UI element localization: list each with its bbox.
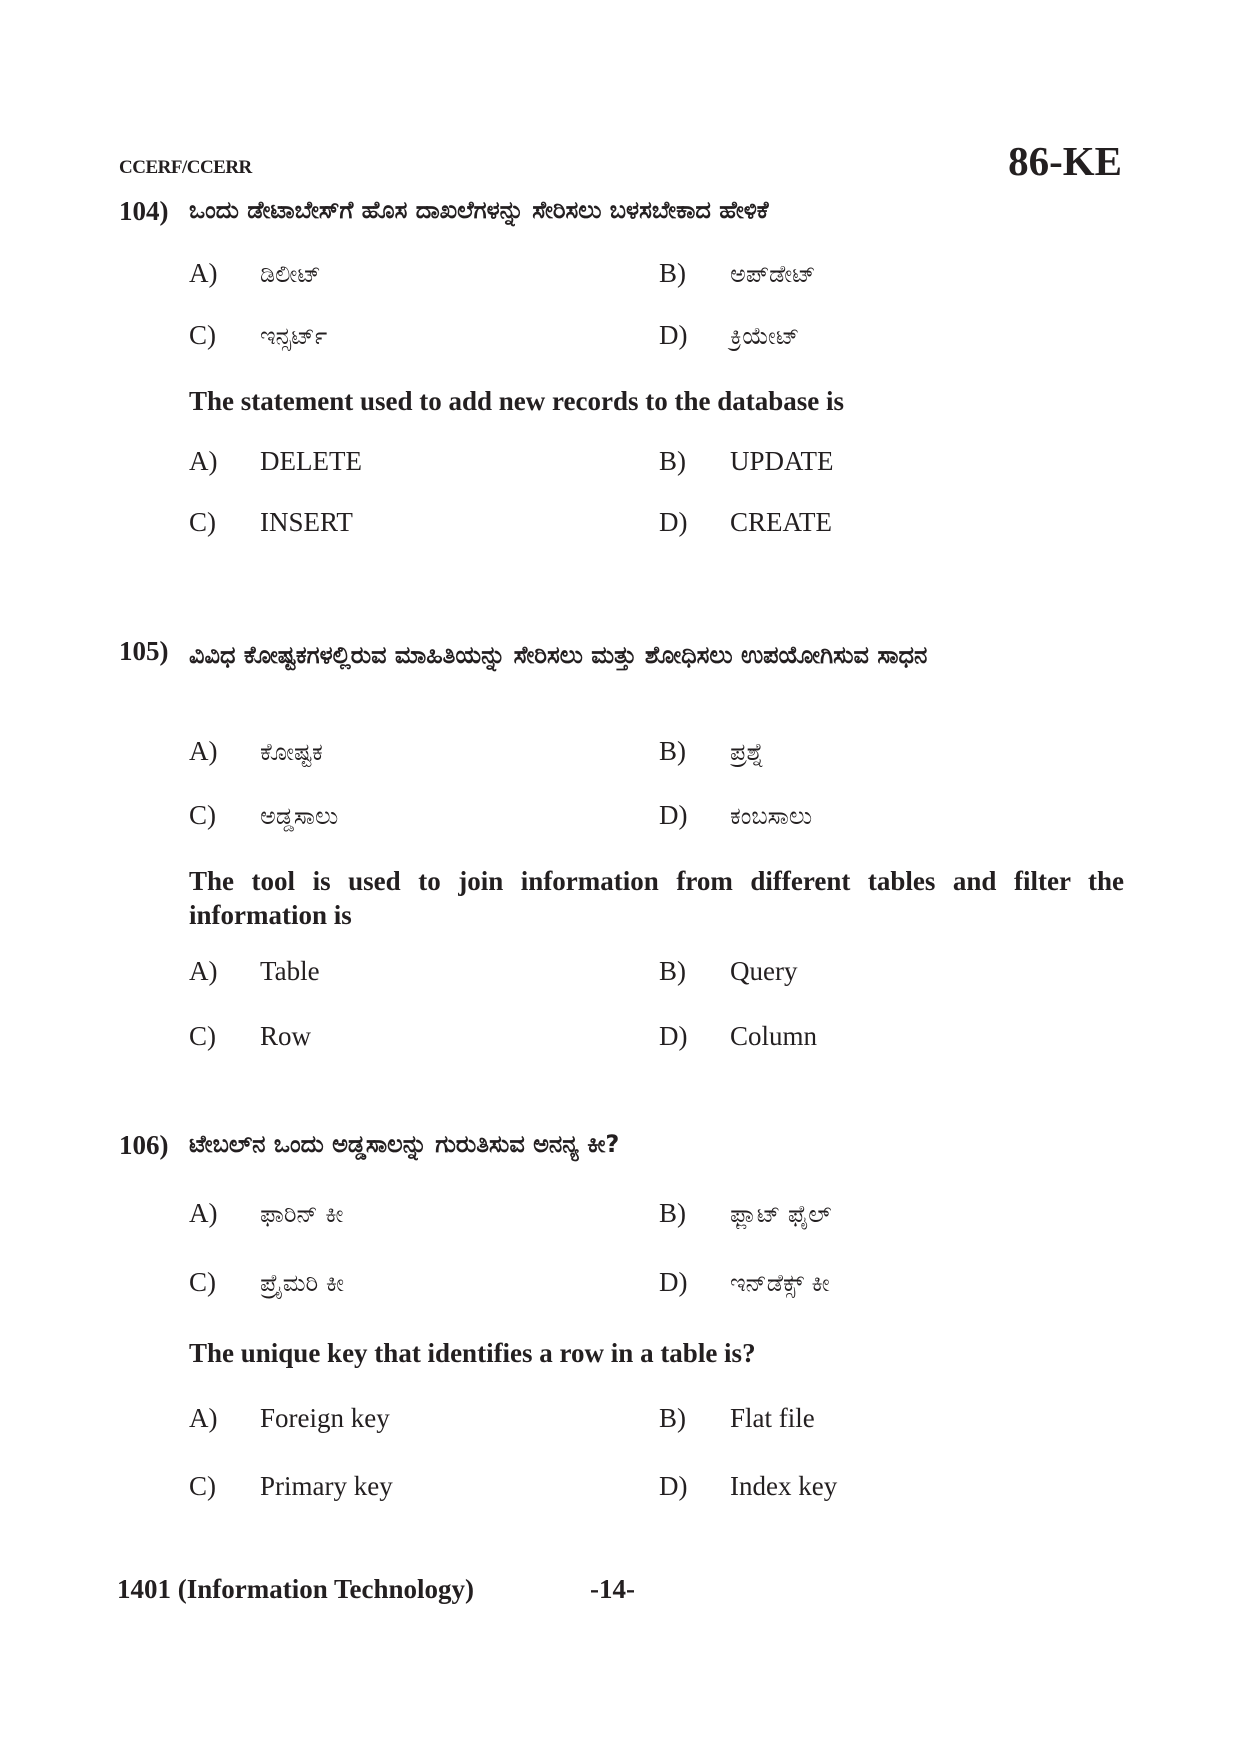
- option-english: [659, 507, 832, 538]
- option-kannada: [189, 736, 323, 767]
- option-label: A): [189, 736, 218, 766]
- option-label: B): [659, 736, 686, 766]
- option-text: Primary key: [260, 1471, 393, 1501]
- option-label: D): [659, 1021, 688, 1051]
- option-text: CREATE: [730, 507, 833, 537]
- option-label: D): [659, 1471, 688, 1501]
- option-english: [189, 1403, 390, 1434]
- question-english: The tool is used to join information from different tables and filter the information is: [189, 866, 1124, 930]
- option-kannada: [189, 258, 321, 289]
- option-english: [659, 1403, 815, 1434]
- option-text: UPDATE: [730, 446, 834, 476]
- option-label: C): [189, 1267, 216, 1297]
- option-english: [659, 1471, 837, 1502]
- option-text: Row: [260, 1021, 312, 1051]
- option-kannada: [659, 320, 799, 351]
- paper-code: 86-KE: [1008, 138, 1122, 184]
- option-label: D): [659, 800, 688, 830]
- option-english: [189, 956, 320, 987]
- question-number: 106): [119, 1130, 169, 1160]
- option-text: Query: [730, 956, 798, 986]
- option-kannada: [189, 800, 338, 831]
- option-text: DELETE: [260, 446, 362, 476]
- option-text: Table: [260, 956, 320, 986]
- option-english: [189, 507, 353, 538]
- option-kannada: [659, 1267, 830, 1298]
- option-text: ಕ್ರಿಯೇಟ್: [730, 322, 800, 350]
- option-label: A): [189, 1403, 218, 1433]
- option-label: B): [659, 956, 686, 986]
- option-text: ಫ್ಲಾಟ್ ಫೈಲ್: [730, 1200, 832, 1228]
- question-kannada: ಒಂದು ಡೇಟಾಬೇಸ್‌ಗೆ ಹೊಸ ದಾಖಲೆಗಳನ್ನು ಸೇರಿಸಲು ಬಳಸಬೇಕಾದ ಹೇಳಿಕೆ: [189, 196, 769, 224]
- option-text: ಅಪ್‌ಡೇಟ್: [730, 260, 816, 288]
- option-text: ಕೋಷ್ಟಕ: [260, 738, 323, 766]
- option-text: ಡಿಲೀಟ್: [260, 260, 321, 288]
- option-kannada: [659, 258, 816, 289]
- option-text: ಫಾರಿನ್ ಕೀ: [260, 1200, 344, 1228]
- option-label: D): [659, 320, 688, 350]
- page-number: -14-: [590, 1574, 635, 1604]
- option-english: [659, 956, 797, 987]
- option-kannada: [659, 1198, 832, 1229]
- option-label: B): [659, 258, 686, 288]
- option-kannada: [659, 800, 812, 831]
- option-label: D): [659, 1267, 688, 1297]
- option-kannada: [189, 1267, 344, 1298]
- option-text: Flat file: [730, 1403, 815, 1433]
- option-text: ಪ್ರಶ್ನೆ: [730, 738, 764, 766]
- option-kannada: [189, 320, 327, 351]
- option-text: ಅಡ್ಡಸಾಲು: [260, 802, 339, 830]
- option-label: C): [189, 800, 216, 830]
- option-english: [189, 1021, 311, 1052]
- question-kannada: ಟೇಬಲ್‌ನ ಒಂದು ಅಡ್ಡಸಾಲನ್ನು ಗುರುತಿಸುವ ಅನನ್ಯ ಕೀ?: [189, 1130, 620, 1158]
- paper-series-code: CCERF/CCERR: [119, 157, 252, 178]
- option-text: Index key: [730, 1471, 838, 1501]
- option-label: D): [659, 507, 688, 537]
- option-text: ಇನ್‌ಡೆಕ್ಸ್ ಕೀ: [730, 1269, 830, 1297]
- option-label: A): [189, 258, 218, 288]
- option-english: [189, 446, 362, 477]
- option-text: ಇನ್ಸರ್ಟ್: [260, 322, 328, 350]
- option-text: INSERT: [260, 507, 353, 537]
- option-english: [659, 446, 834, 477]
- option-english: [659, 1021, 817, 1052]
- option-text: Column: [730, 1021, 818, 1051]
- option-label: A): [189, 1198, 218, 1228]
- option-label: C): [189, 1021, 216, 1051]
- question-number: 105): [119, 636, 169, 666]
- option-text: ಪ್ರೈಮರಿ ಕೀ: [260, 1269, 344, 1297]
- question-number: 104): [119, 196, 169, 226]
- question-english: The statement used to add new records to the database is: [189, 386, 844, 416]
- option-text: ಕಂಬಸಾಲು: [730, 802, 813, 830]
- option-kannada: [189, 1198, 343, 1229]
- option-label: C): [189, 320, 216, 350]
- option-label: A): [189, 446, 218, 476]
- question-english: The unique key that identifies a row in a table is?: [189, 1338, 756, 1368]
- option-label: B): [659, 446, 686, 476]
- option-english: [189, 1471, 393, 1502]
- option-label: C): [189, 507, 216, 537]
- option-kannada: [659, 736, 764, 767]
- option-label: B): [659, 1403, 686, 1433]
- option-text: Foreign key: [260, 1403, 390, 1433]
- option-label: C): [189, 1471, 216, 1501]
- question-kannada: ವಿವಿಧ ಕೋಷ್ಟಕಗಳಲ್ಲಿರುವ ಮಾಹಿತಿಯನ್ನು ಸೇರಿಸಲು ಮತ್ತು ಶೋಧಿಸಲು ಉಪಯೋಗಿಸುವ ಸಾಧನ: [189, 641, 928, 669]
- footer-subject: 1401 (Information Technology): [117, 1574, 475, 1604]
- option-label: B): [659, 1198, 686, 1228]
- option-label: A): [189, 956, 218, 986]
